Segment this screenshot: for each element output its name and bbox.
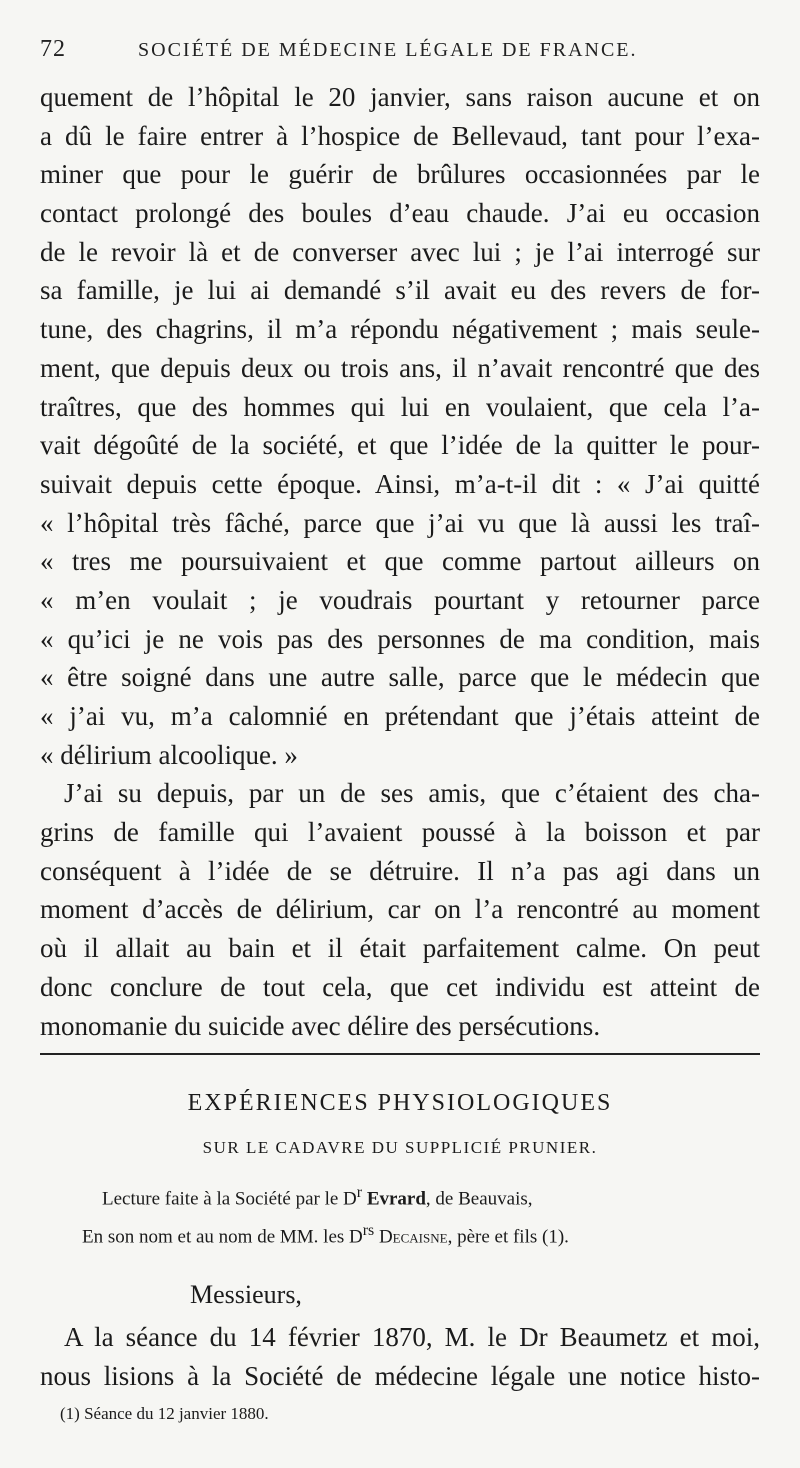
- lecture-line-2-sup: rs: [362, 1222, 375, 1240]
- text-line: moment d’accès de délirium, car on l’a rencontré au moment: [40, 894, 760, 925]
- coauthor-name: Decaisne: [378, 1226, 448, 1248]
- text-line: « m’en voulait ; je voudrais pourtant y retourner parce: [40, 584, 760, 615]
- text-line: J’ai su depuis, par un de ses amis, que c’étaient des cha-: [64, 778, 760, 809]
- text-line: de le revoir là et de converser avec lui ; je l’ai interrogé sur: [40, 236, 760, 267]
- footnote: (1) Séance du 12 janvier 1880.: [60, 1404, 269, 1423]
- lecture-line-2-text: En son nom et au nom de MM. les D: [82, 1226, 363, 1248]
- text-line: ment, que depuis deux ou trois ans, il n’avait rencontré que des: [40, 352, 760, 383]
- author-name: Evrard: [366, 1188, 426, 1210]
- text-line: tune, des chagrins, il m’a répondu négativement ; mais seule-: [40, 314, 760, 345]
- text-line: sa famille, je lui ai demandé s’il avait eu des revers de for-: [40, 275, 760, 306]
- text-line: monomanie du suicide avec délire des persécutions.: [40, 1010, 601, 1041]
- page-number: 72: [40, 36, 66, 62]
- running-title: SOCIÉTÉ DE MÉDECINE LÉGALE DE FRANCE.: [138, 39, 638, 61]
- section-title: EXPÉRIENCES PHYSIOLOGIQUES: [187, 1090, 613, 1116]
- text-line: grins de famille qui l’avaient poussé à la boisson et par: [40, 817, 760, 848]
- salutation: Messieurs,: [190, 1280, 302, 1309]
- lecture-line-1-sup: r: [356, 1184, 363, 1201]
- text-line: conséquent à l’idée de se détruire. Il n’a pas agi dans un: [40, 855, 760, 886]
- text-line: « l’hôpital très fâché, parce que j’ai vu que là aussi les traî-: [40, 507, 760, 538]
- text-line: miner que pour le guérir de brûlures occasionnées par le: [40, 159, 760, 190]
- lecture-credit: [40, 1177, 760, 1254]
- lecture-line-2: [40, 1215, 760, 1253]
- lecture-line-1: [40, 1177, 760, 1215]
- text-line: vait dégoûté de la société, et que l’idée de la quitter le pour-: [40, 430, 760, 461]
- page-header: [40, 36, 760, 66]
- lecture-line-1-rest: , de Beauvais,: [425, 1188, 533, 1210]
- final-paragraph: [40, 1318, 760, 1395]
- text-line: suivait depuis cette époque. Ainsi, m’a-t-il dit : « J’ai quitté: [40, 468, 760, 499]
- lecture-line-2-rest: , père et fils (1).: [447, 1226, 569, 1248]
- text-line: A la séance du 14 février 1870, M. le Dr Beaumetz et moi,: [64, 1322, 760, 1352]
- text-line: « tres me poursuivaient et que comme partout ailleurs on: [40, 546, 760, 577]
- text-line: « être soigné dans une autre salle, parce que le médecin que: [40, 662, 760, 693]
- text-line: donc conclure de tout cela, que cet individu est atteint de: [40, 971, 760, 1002]
- text-line: quement de l’hôpital le 20 janvier, sans raison aucune et on: [40, 82, 760, 112]
- text-line: « j’ai vu, m’a calomnié en prétendant que j’étais atteint de: [40, 701, 760, 731]
- lecture-line-1-text: Lecture faite à la Société par le D: [102, 1188, 357, 1210]
- body-text: [40, 78, 760, 1045]
- section-subtitle: SUR LE CADAVRE DU SUPPLICIÉ PRUNIER.: [202, 1138, 598, 1157]
- text-line: contact prolongé des boules d’eau chaude. J’ai eu occasion: [40, 198, 760, 229]
- section-divider: [40, 1053, 760, 1055]
- text-line: « qu’ici je ne vois pas des personnes de ma condition, mais: [40, 623, 760, 654]
- text-line: a dû le faire entrer à l’hospice de Bellevaud, tant pour l’exa-: [40, 120, 760, 151]
- text-line: où il allait au bain et il était parfaitement calme. On peut: [40, 933, 760, 964]
- text-line: « délirium alcoolique. »: [40, 739, 298, 770]
- text-line: nous lisions à la Société de médecine légale une notice histo-: [40, 1360, 760, 1391]
- text-line: traîtres, que des hommes qui lui en voulaient, que cela l’a-: [40, 391, 760, 422]
